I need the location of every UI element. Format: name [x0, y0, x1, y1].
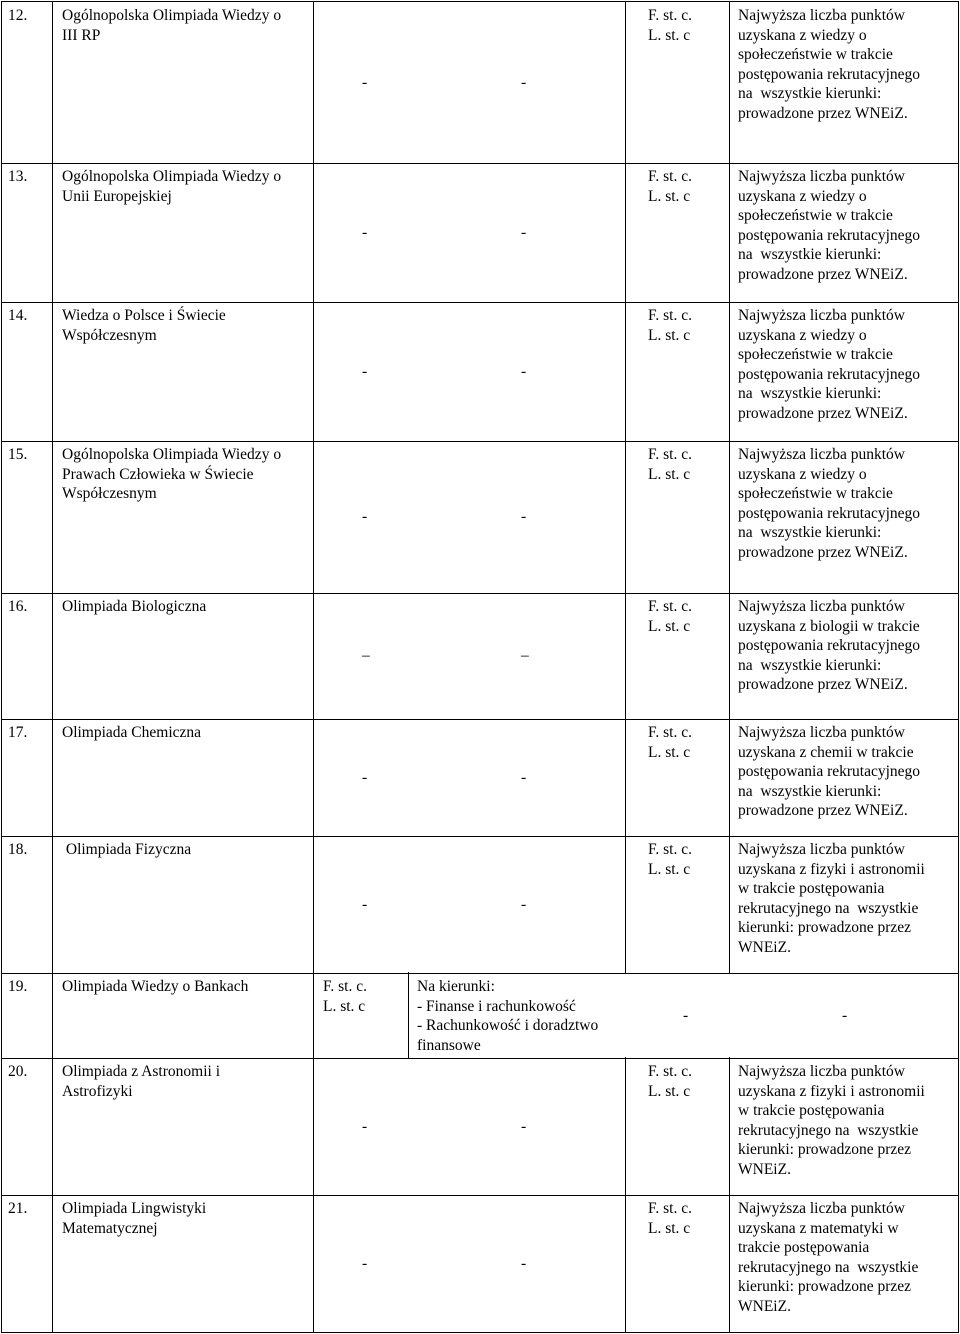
column-rule: [625, 301, 626, 442]
column-rule: [625, 162, 626, 303]
eligibility-text: społeczeństwie w trakcie: [738, 346, 893, 364]
column-rule: [958, 1057, 959, 1196]
column-rule: [958, 162, 959, 303]
row-rule: [1, 593, 959, 594]
olympiad-name: Współczesnym: [62, 485, 157, 503]
study-mode: L. st. c: [648, 465, 691, 483]
eligibility-text: prowadzone przez WNEiZ.: [738, 544, 908, 561]
eligibility-text: Najwyższa liczba punktów: [738, 724, 905, 741]
row-number: 17.: [8, 724, 28, 741]
eligibility-text: w trakcie postępowania: [738, 1102, 885, 1120]
study-mode: L. st. c: [648, 326, 691, 344]
eligibility-text: uzyskana z wiedzy o: [738, 26, 867, 44]
eligibility-text: prowadzone przez WNEiZ.: [738, 676, 908, 694]
olympiad-name: Olimpiada Wiedzy o Bankach: [62, 978, 249, 995]
column-rule: [729, 440, 730, 594]
column-rule: [52, 718, 53, 837]
column-rule: [625, 440, 626, 594]
olympiad-name: Matematycznej: [62, 1219, 158, 1237]
study-mode: F. st. c.: [323, 978, 367, 995]
column-rule: [313, 162, 314, 303]
eligibility-text: Najwyższa liczba punktów: [738, 841, 905, 858]
eligibility-text: postępowania rekrutacyjnego: [738, 637, 921, 655]
column-rule: [52, 835, 53, 974]
empty-cell-dash: –: [521, 647, 529, 664]
eligibility-text: Najwyższa liczba punktów: [738, 307, 905, 324]
olympiad-name: Ogólnopolska Olimpiada Wiedzy o: [62, 446, 282, 463]
column-rule: [313, 301, 314, 442]
olympiad-name: Astrofizyki: [62, 1082, 133, 1100]
eligibility-text: na wszystkie kierunki:: [738, 85, 882, 103]
study-mode: F. st. c.: [648, 598, 692, 615]
row-rule: [1, 973, 959, 974]
row-rule: [1, 719, 959, 720]
column-rule: [958, 301, 959, 442]
column-rule: [729, 718, 730, 837]
column-rule: [729, 1057, 730, 1196]
eligibility-text: Najwyższa liczba punktów: [738, 446, 905, 463]
row-number: 20.: [8, 1063, 28, 1080]
eligibility-text: uzyskana z fizyki i astronomii: [738, 860, 925, 878]
column-rule: [313, 972, 314, 1059]
eligibility-text: - Rachunkowość i doradztwo: [417, 1017, 599, 1035]
eligibility-text: prowadzone przez WNEiZ.: [738, 802, 908, 820]
row-rule: [1, 441, 959, 442]
study-mode: L. st. c: [648, 1082, 691, 1100]
column-rule: [1, 718, 2, 837]
eligibility-text: na wszystkie kierunki:: [738, 524, 882, 542]
row-rule: [1, 836, 959, 837]
column-rule: [625, 835, 626, 974]
column-rule: [958, 1, 959, 164]
column-rule: [1, 440, 2, 594]
column-rule: [1, 972, 2, 1059]
eligibility-text: uzyskana z wiedzy o: [738, 326, 867, 344]
column-rule: [52, 1, 53, 164]
eligibility-text: na wszystkie kierunki:: [738, 246, 882, 264]
empty-cell-dash: -: [842, 1006, 848, 1024]
eligibility-text: uzyskana z fizyki i astronomii: [738, 1082, 925, 1100]
eligibility-text: rekrutacyjnego na wszystkie: [738, 1121, 919, 1139]
olympiad-name: Ogólnopolska Olimpiada Wiedzy o: [62, 168, 282, 185]
row-number: 21.: [8, 1200, 28, 1217]
eligibility-text: postępowania rekrutacyjnego: [738, 226, 921, 244]
column-rule: [313, 1057, 314, 1196]
olympiad-name: Wiedza o Polsce i Świecie: [62, 307, 226, 324]
empty-cell-dash: -: [521, 73, 527, 91]
study-mode: L. st. c: [648, 1219, 691, 1237]
empty-cell-dash: -: [521, 223, 527, 241]
eligibility-text: na wszystkie kierunki:: [738, 782, 882, 800]
olympiad-name: Olimpiada Biologiczna: [62, 598, 207, 615]
study-mode: F. st. c.: [648, 724, 692, 741]
row-number: 18.: [8, 841, 28, 858]
eligibility-text: Najwyższa liczba punktów: [738, 168, 905, 185]
eligibility-text: na wszystkie kierunki:: [738, 385, 882, 403]
column-rule: [408, 972, 409, 1059]
eligibility-text: postępowania rekrutacyjnego: [738, 365, 921, 383]
column-rule: [729, 301, 730, 442]
column-rule: [1, 1194, 2, 1333]
eligibility-text: finansowe: [417, 1036, 481, 1054]
empty-cell-dash: -: [362, 223, 368, 241]
row-rule: [1, 1, 959, 2]
column-rule: [1, 592, 2, 720]
olympiad-name: Ogólnopolska Olimpiada Wiedzy o: [62, 7, 282, 24]
eligibility-text: społeczeństwie w trakcie: [738, 207, 893, 225]
study-mode: F. st. c.: [648, 168, 692, 185]
eligibility-text: uzyskana z biologii w trakcie: [738, 617, 920, 635]
column-rule: [958, 440, 959, 594]
empty-cell-dash: -: [362, 508, 368, 525]
column-rule: [313, 718, 314, 837]
column-rule: [1, 1, 2, 164]
study-mode: F. st. c.: [648, 446, 692, 463]
study-mode: F. st. c.: [648, 307, 692, 324]
eligibility-text: postępowania rekrutacyjnego: [738, 504, 921, 522]
column-rule: [625, 718, 626, 837]
eligibility-text: w trakcie postępowania: [738, 880, 885, 898]
eligibility-text: kierunki: prowadzone przez: [738, 919, 912, 937]
eligibility-text: - Finanse i rachunkowość: [417, 997, 576, 1015]
study-mode: L. st. c: [648, 187, 691, 205]
row-rule: [1, 1195, 959, 1196]
olympiad-name: Olimpiada Lingwistyki: [62, 1200, 207, 1217]
column-rule: [958, 835, 959, 974]
column-rule: [1, 301, 2, 442]
empty-cell-dash: -: [362, 362, 368, 380]
study-mode: F. st. c.: [648, 1200, 692, 1217]
column-rule: [313, 835, 314, 974]
eligibility-text: społeczeństwie w trakcie: [738, 46, 893, 64]
column-rule: [625, 1057, 626, 1196]
eligibility-text: WNEiZ.: [738, 1298, 791, 1315]
row-number: 12.: [8, 7, 28, 24]
eligibility-text: prowadzone przez WNEiZ.: [738, 105, 908, 122]
empty-cell-dash: -: [521, 1254, 527, 1272]
eligibility-text: kierunki: prowadzone przez: [738, 1278, 912, 1296]
row-number: 19.: [8, 978, 28, 995]
eligibility-text: Najwyższa liczba punktów: [738, 598, 905, 615]
row-rule: [1, 302, 959, 303]
olympiad-name: Olimpiada Chemiczna: [62, 724, 202, 741]
olympiad-name: III RP: [62, 26, 101, 44]
study-mode: L. st. c: [648, 743, 691, 761]
eligibility-text: WNEiZ.: [738, 1161, 791, 1178]
empty-cell-dash: -: [521, 508, 527, 525]
row-number: 14.: [8, 307, 28, 324]
eligibility-text: kierunki: prowadzone przez: [738, 1141, 912, 1159]
column-rule: [958, 972, 959, 1059]
column-rule: [729, 1, 730, 164]
empty-cell-dash: -: [362, 1254, 368, 1272]
column-rule: [313, 1, 314, 164]
eligibility-text: na wszystkie kierunki:: [738, 656, 882, 674]
row-rule: [1, 163, 959, 164]
eligibility-text: Najwyższa liczba punktów: [738, 7, 905, 24]
column-rule: [625, 1, 626, 164]
empty-cell-dash: -: [521, 895, 527, 913]
eligibility-text: uzyskana z chemii w trakcie: [738, 743, 914, 761]
study-mode: L. st. c: [648, 617, 691, 635]
olympiad-name: Prawach Człowieka w Świecie: [62, 465, 254, 483]
column-rule: [52, 1194, 53, 1333]
column-rule: [1, 162, 2, 303]
column-rule: [625, 1194, 626, 1333]
empty-cell-dash: -: [521, 768, 527, 786]
column-rule: [1, 835, 2, 974]
study-mode: F. st. c.: [648, 841, 692, 858]
eligibility-text: Najwyższa liczba punktów: [738, 1063, 905, 1080]
eligibility-text: uzyskana z matematyki w: [738, 1219, 899, 1237]
empty-cell-dash: -: [362, 895, 368, 913]
column-rule: [52, 1057, 53, 1196]
olympiad-name: Unii Europejskiej: [62, 187, 172, 205]
column-rule: [958, 1194, 959, 1333]
row-rule: [1, 1332, 959, 1333]
column-rule: [52, 301, 53, 442]
study-mode: F. st. c.: [648, 1063, 692, 1080]
study-mode: F. st. c.: [648, 7, 692, 24]
eligibility-text: prowadzone przez WNEiZ.: [738, 266, 908, 283]
eligibility-text: trakcie postępowania: [738, 1239, 870, 1257]
column-rule: [1, 1057, 2, 1196]
eligibility-text: rekrutacyjnego na wszystkie: [738, 1258, 919, 1276]
study-mode: L. st. c: [323, 997, 366, 1015]
column-rule: [52, 592, 53, 720]
column-rule: [625, 592, 626, 720]
row-number: 16.: [8, 598, 28, 615]
eligibility-text: postępowania rekrutacyjnego: [738, 65, 921, 83]
row-number: 13.: [8, 168, 28, 185]
column-rule: [958, 592, 959, 720]
column-rule: [313, 1194, 314, 1333]
column-rule: [729, 835, 730, 974]
empty-cell-dash: -: [362, 1117, 368, 1135]
eligibility-text: Najwyższa liczba punktów: [738, 1200, 905, 1217]
column-rule: [313, 592, 314, 720]
olympiad-name: Olimpiada z Astronomii i: [62, 1063, 220, 1080]
empty-cell-dash: -: [521, 1117, 527, 1135]
empty-cell-dash: -: [362, 768, 368, 786]
column-rule: [958, 718, 959, 837]
empty-cell-dash: -: [683, 1006, 689, 1024]
eligibility-text: rekrutacyjnego na wszystkie: [738, 899, 919, 917]
eligibility-text: postępowania rekrutacyjnego: [738, 763, 921, 781]
olympiad-name: Współczesnym: [62, 326, 157, 344]
eligibility-text: uzyskana z wiedzy o: [738, 465, 867, 483]
study-mode: L. st. c: [648, 860, 691, 878]
row-rule: [1, 1058, 959, 1059]
column-rule: [729, 592, 730, 720]
study-mode: L. st. c: [648, 26, 691, 44]
column-rule: [313, 440, 314, 594]
olympiad-name: Olimpiada Fizyczna: [62, 841, 192, 858]
eligibility-text: Na kierunki:: [417, 978, 495, 995]
column-rule: [52, 972, 53, 1059]
empty-cell-dash: –: [362, 647, 370, 664]
column-rule: [729, 162, 730, 303]
column-rule: [52, 440, 53, 594]
empty-cell-dash: -: [521, 362, 527, 380]
row-number: 15.: [8, 446, 28, 463]
empty-cell-dash: -: [362, 73, 368, 91]
column-rule: [52, 162, 53, 303]
column-rule: [729, 1194, 730, 1333]
eligibility-text: WNEiZ.: [738, 939, 791, 956]
eligibility-text: prowadzone przez WNEiZ.: [738, 405, 908, 422]
eligibility-text: uzyskana z wiedzy o: [738, 187, 867, 205]
eligibility-text: społeczeństwie w trakcie: [738, 485, 893, 503]
